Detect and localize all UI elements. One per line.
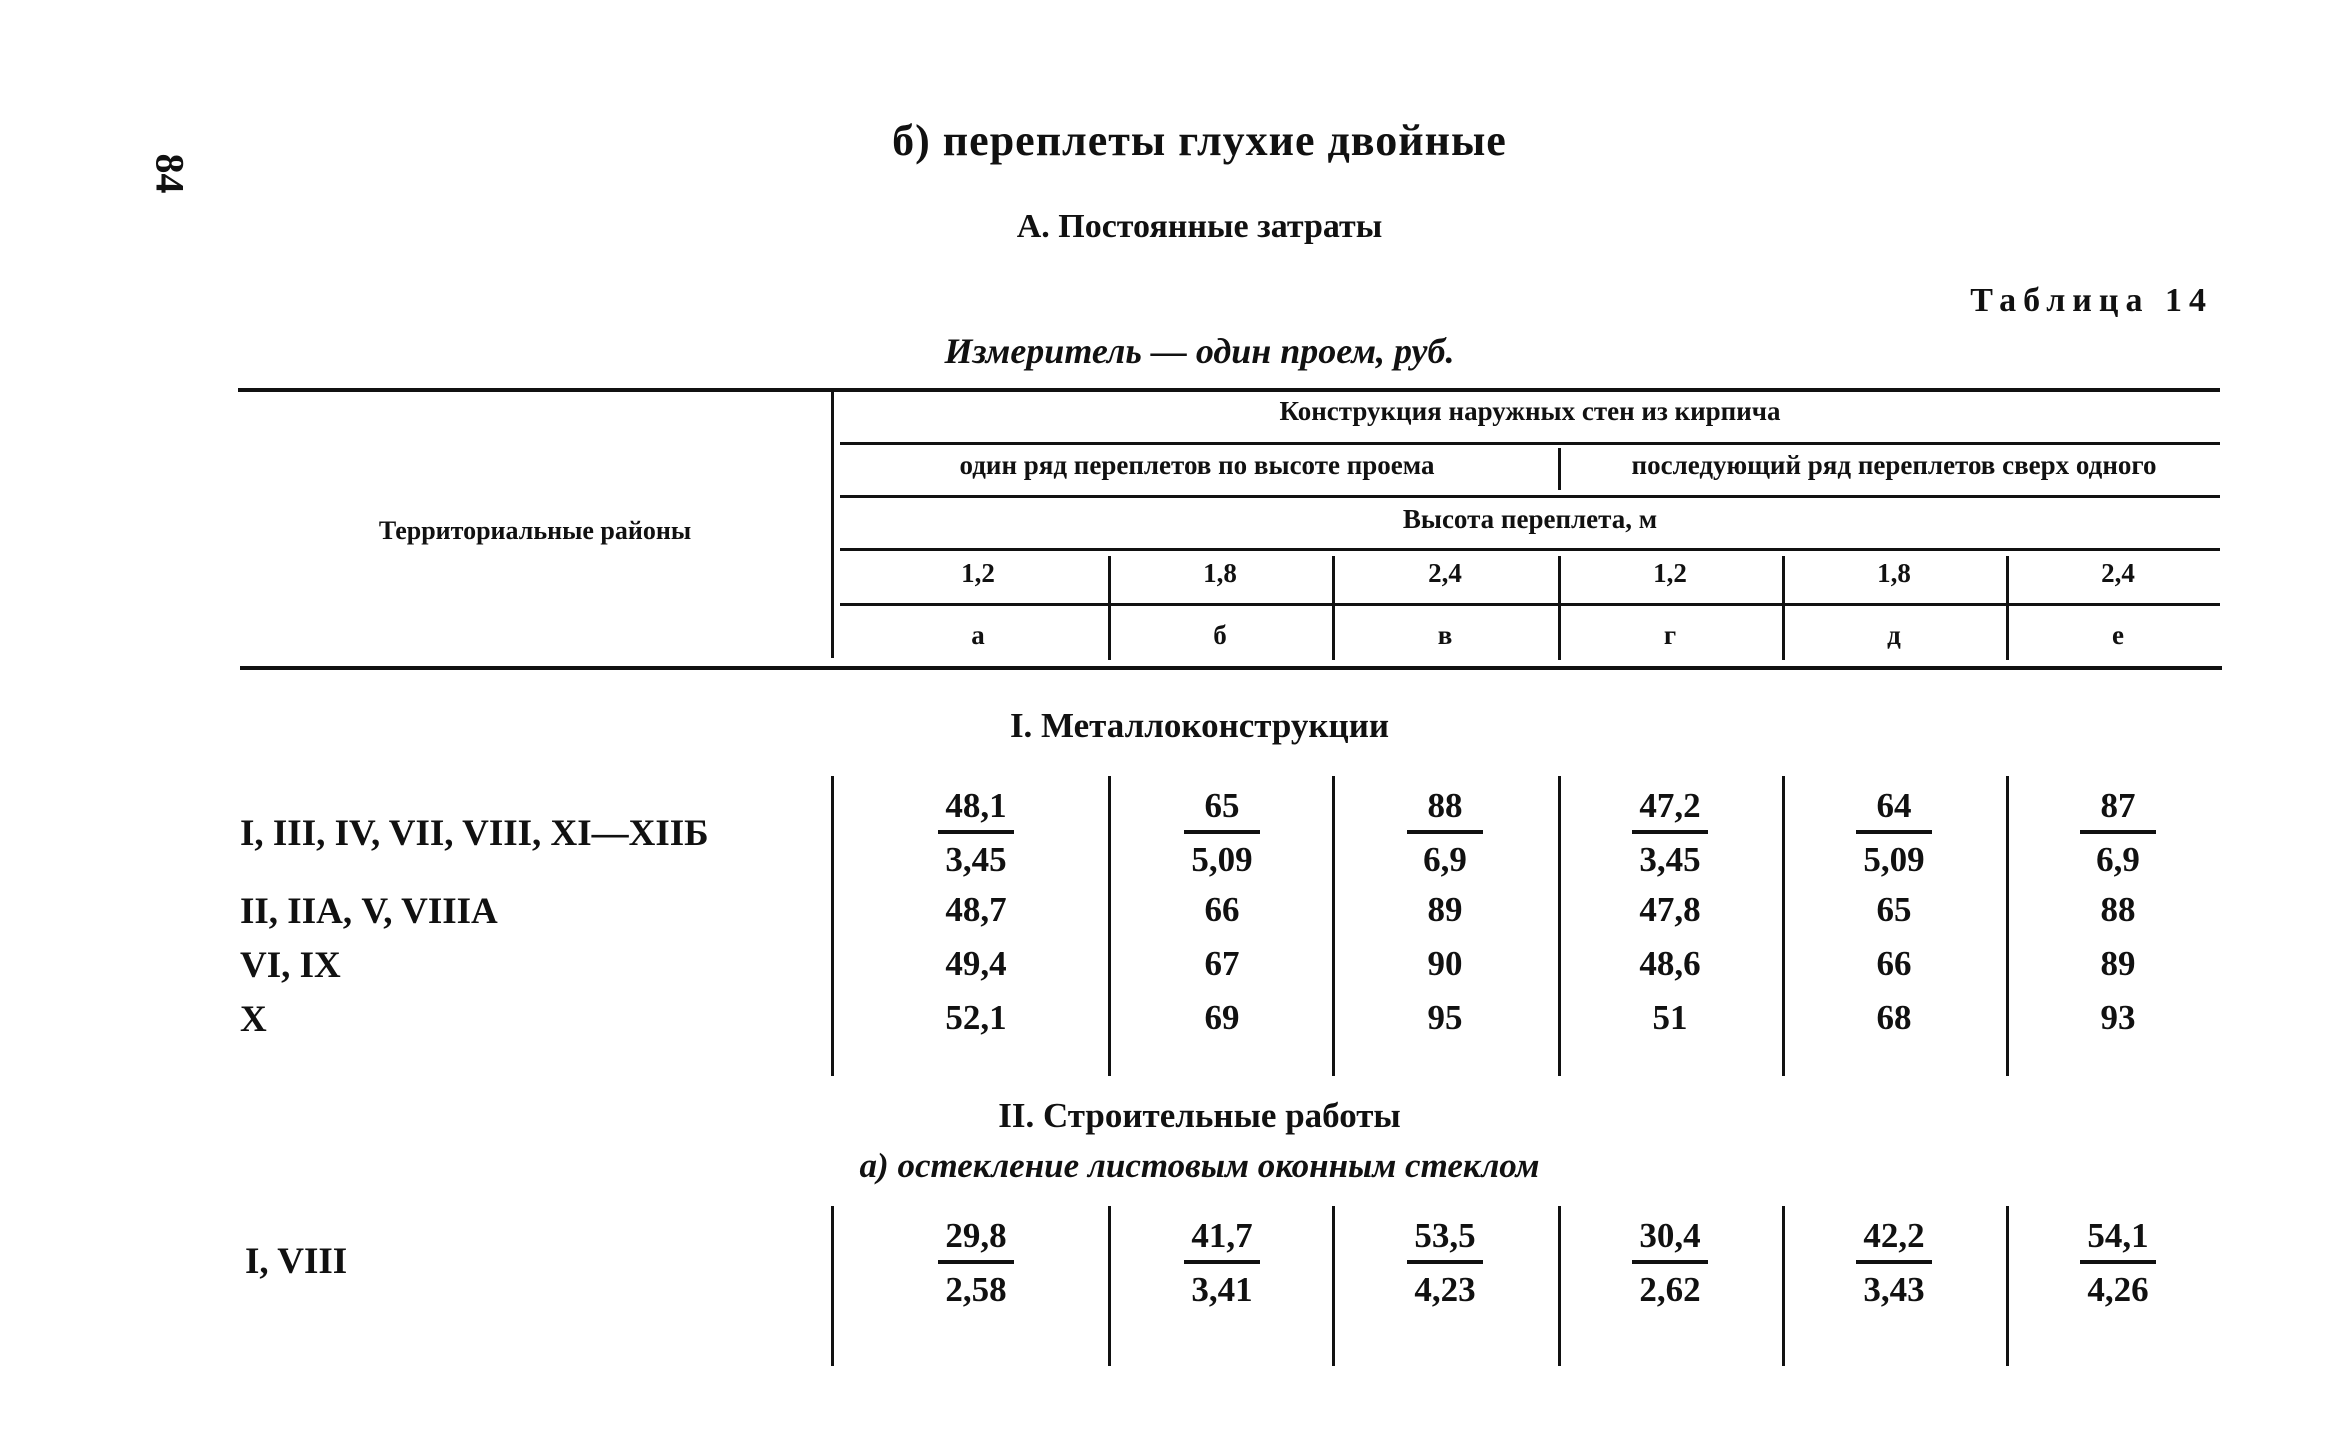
table-cell: 48,6 bbox=[1639, 944, 1701, 983]
cell-denominator: 5,09 bbox=[1191, 840, 1253, 879]
measure-unit: Измеритель — один проем, руб. bbox=[944, 331, 1455, 371]
construction-header: Конструкция наружных стен из кирпича bbox=[1279, 396, 1781, 426]
row-label: X bbox=[240, 999, 267, 1040]
table-cell: 89 bbox=[1427, 890, 1463, 929]
section-2-subtitle: а) остекление листовым оконным стеклом bbox=[859, 1146, 1540, 1185]
row-label-header: Территориальные районы bbox=[378, 516, 692, 545]
table-cell-fraction bbox=[866, 1212, 1086, 1312]
sec1-vline-1 bbox=[1108, 776, 1111, 1076]
table-number: Таблица 14 bbox=[1970, 282, 2213, 319]
table-cell-fraction bbox=[866, 782, 1086, 882]
letter-col-b: б bbox=[1213, 620, 1227, 650]
height-col-e: 2,4 bbox=[2101, 558, 2135, 588]
table-cell: 49,4 bbox=[945, 944, 1007, 983]
group-one-row-header: один ряд переплетов по высоте проема bbox=[959, 450, 1435, 480]
table-cell: 52,1 bbox=[945, 998, 1007, 1037]
table-cell-fraction bbox=[1335, 1212, 1555, 1312]
sec2-vline-0 bbox=[831, 1206, 834, 1366]
table-cell: 47,8 bbox=[1639, 890, 1701, 929]
table-cell: 66 bbox=[1204, 890, 1240, 929]
letter-col-d: д bbox=[1887, 620, 1901, 650]
table-cell-fraction bbox=[1112, 782, 1332, 882]
cell-numerator: 87 bbox=[2100, 786, 2136, 825]
letter-col-v: в bbox=[1437, 620, 1453, 650]
cell-denominator: 3,41 bbox=[1191, 1270, 1253, 1309]
header-rule-3 bbox=[840, 548, 2220, 551]
header-vline-group bbox=[1558, 448, 1561, 490]
cell-denominator: 2,58 bbox=[945, 1270, 1007, 1309]
table-cell-fraction bbox=[1335, 782, 1555, 882]
table-cell-fraction bbox=[1112, 1212, 1332, 1312]
cell-denominator: 2,62 bbox=[1639, 1270, 1701, 1309]
cell-denominator: 4,26 bbox=[2087, 1270, 2149, 1309]
cell-numerator: 42,2 bbox=[1863, 1216, 1925, 1255]
table-cell-fraction bbox=[1784, 782, 2004, 882]
table-cell-fraction bbox=[2008, 1212, 2228, 1312]
cell-numerator: 48,1 bbox=[945, 786, 1007, 825]
height-col-b: 1,8 bbox=[1203, 558, 1237, 588]
cell-denominator: 6,9 bbox=[2096, 840, 2140, 879]
cell-numerator: 54,1 bbox=[2087, 1216, 2149, 1255]
height-label-header: Высота переплета, м bbox=[1402, 504, 1658, 534]
table-cell-fraction bbox=[1560, 782, 1780, 882]
table-cell: 95 bbox=[1427, 998, 1463, 1037]
cell-numerator: 29,8 bbox=[945, 1216, 1007, 1255]
row-label: I, VIII bbox=[245, 1241, 348, 1282]
row-label: II, IIА, V, VIIIА bbox=[240, 891, 498, 932]
cell-denominator: 4,23 bbox=[1414, 1270, 1476, 1309]
sec2-vline-1 bbox=[1108, 1206, 1111, 1366]
cell-numerator: 64 bbox=[1876, 786, 1912, 825]
table-header-bottom-rule bbox=[240, 666, 2222, 670]
table-cell: 89 bbox=[2100, 944, 2136, 983]
table-cell: 66 bbox=[1876, 944, 1912, 983]
table-cell: 65 bbox=[1876, 890, 1912, 929]
sec1-vline-0 bbox=[831, 776, 834, 1076]
section-2-title: II. Строительные работы bbox=[998, 1096, 1401, 1135]
height-col-a: 1,2 bbox=[961, 558, 995, 588]
cell-denominator: 3,45 bbox=[945, 840, 1007, 879]
row-label: I, III, IV, VII, VIII, XI—XIIБ bbox=[240, 813, 709, 854]
letter-col-e: е bbox=[2112, 620, 2124, 650]
header-vline-main bbox=[831, 392, 834, 658]
cell-numerator: 88 bbox=[1427, 786, 1463, 825]
header-rule-4 bbox=[840, 603, 2220, 606]
cell-numerator: 53,5 bbox=[1414, 1216, 1476, 1255]
table-cell: 69 bbox=[1204, 998, 1240, 1037]
cell-denominator: 3,43 bbox=[1863, 1270, 1925, 1309]
page-subheading: А. Постоянные затраты bbox=[1016, 208, 1383, 245]
table-cell: 51 bbox=[1652, 998, 1688, 1037]
table-cell: 67 bbox=[1204, 944, 1240, 983]
height-col-g: 1,2 bbox=[1653, 558, 1687, 588]
cell-numerator: 65 bbox=[1204, 786, 1240, 825]
row-label: VI, IX bbox=[240, 945, 341, 986]
page-heading: б) переплеты глухие двойные bbox=[892, 116, 1507, 165]
table-cell: 68 bbox=[1876, 998, 1912, 1037]
height-col-v: 2,4 bbox=[1428, 558, 1462, 588]
table-cell-fraction bbox=[2008, 782, 2228, 882]
table-cell-fraction bbox=[1560, 1212, 1780, 1312]
table-cell: 48,7 bbox=[945, 890, 1007, 929]
cell-denominator: 5,09 bbox=[1863, 840, 1925, 879]
table-cell: 93 bbox=[2100, 998, 2136, 1037]
group-next-row-header: последующий ряд переплетов сверх одного bbox=[1631, 450, 2157, 480]
table-cell-fraction bbox=[1784, 1212, 2004, 1312]
header-rule-2 bbox=[840, 495, 2220, 498]
table-cell: 88 bbox=[2100, 890, 2136, 929]
cell-numerator: 47,2 bbox=[1639, 786, 1701, 825]
section-1-title: I. Металлоконструкции bbox=[1009, 706, 1390, 745]
page-number: 84 bbox=[147, 153, 193, 194]
header-rule-1 bbox=[840, 442, 2220, 445]
height-col-d: 1,8 bbox=[1877, 558, 1911, 588]
cell-numerator: 30,4 bbox=[1639, 1216, 1701, 1255]
cell-denominator: 6,9 bbox=[1423, 840, 1467, 879]
letter-col-g: г bbox=[1663, 620, 1677, 650]
cell-denominator: 3,45 bbox=[1639, 840, 1701, 879]
table-cell: 90 bbox=[1427, 944, 1463, 983]
cell-numerator: 41,7 bbox=[1191, 1216, 1253, 1255]
letter-col-a: а bbox=[971, 620, 985, 650]
table-top-rule bbox=[238, 388, 2220, 392]
